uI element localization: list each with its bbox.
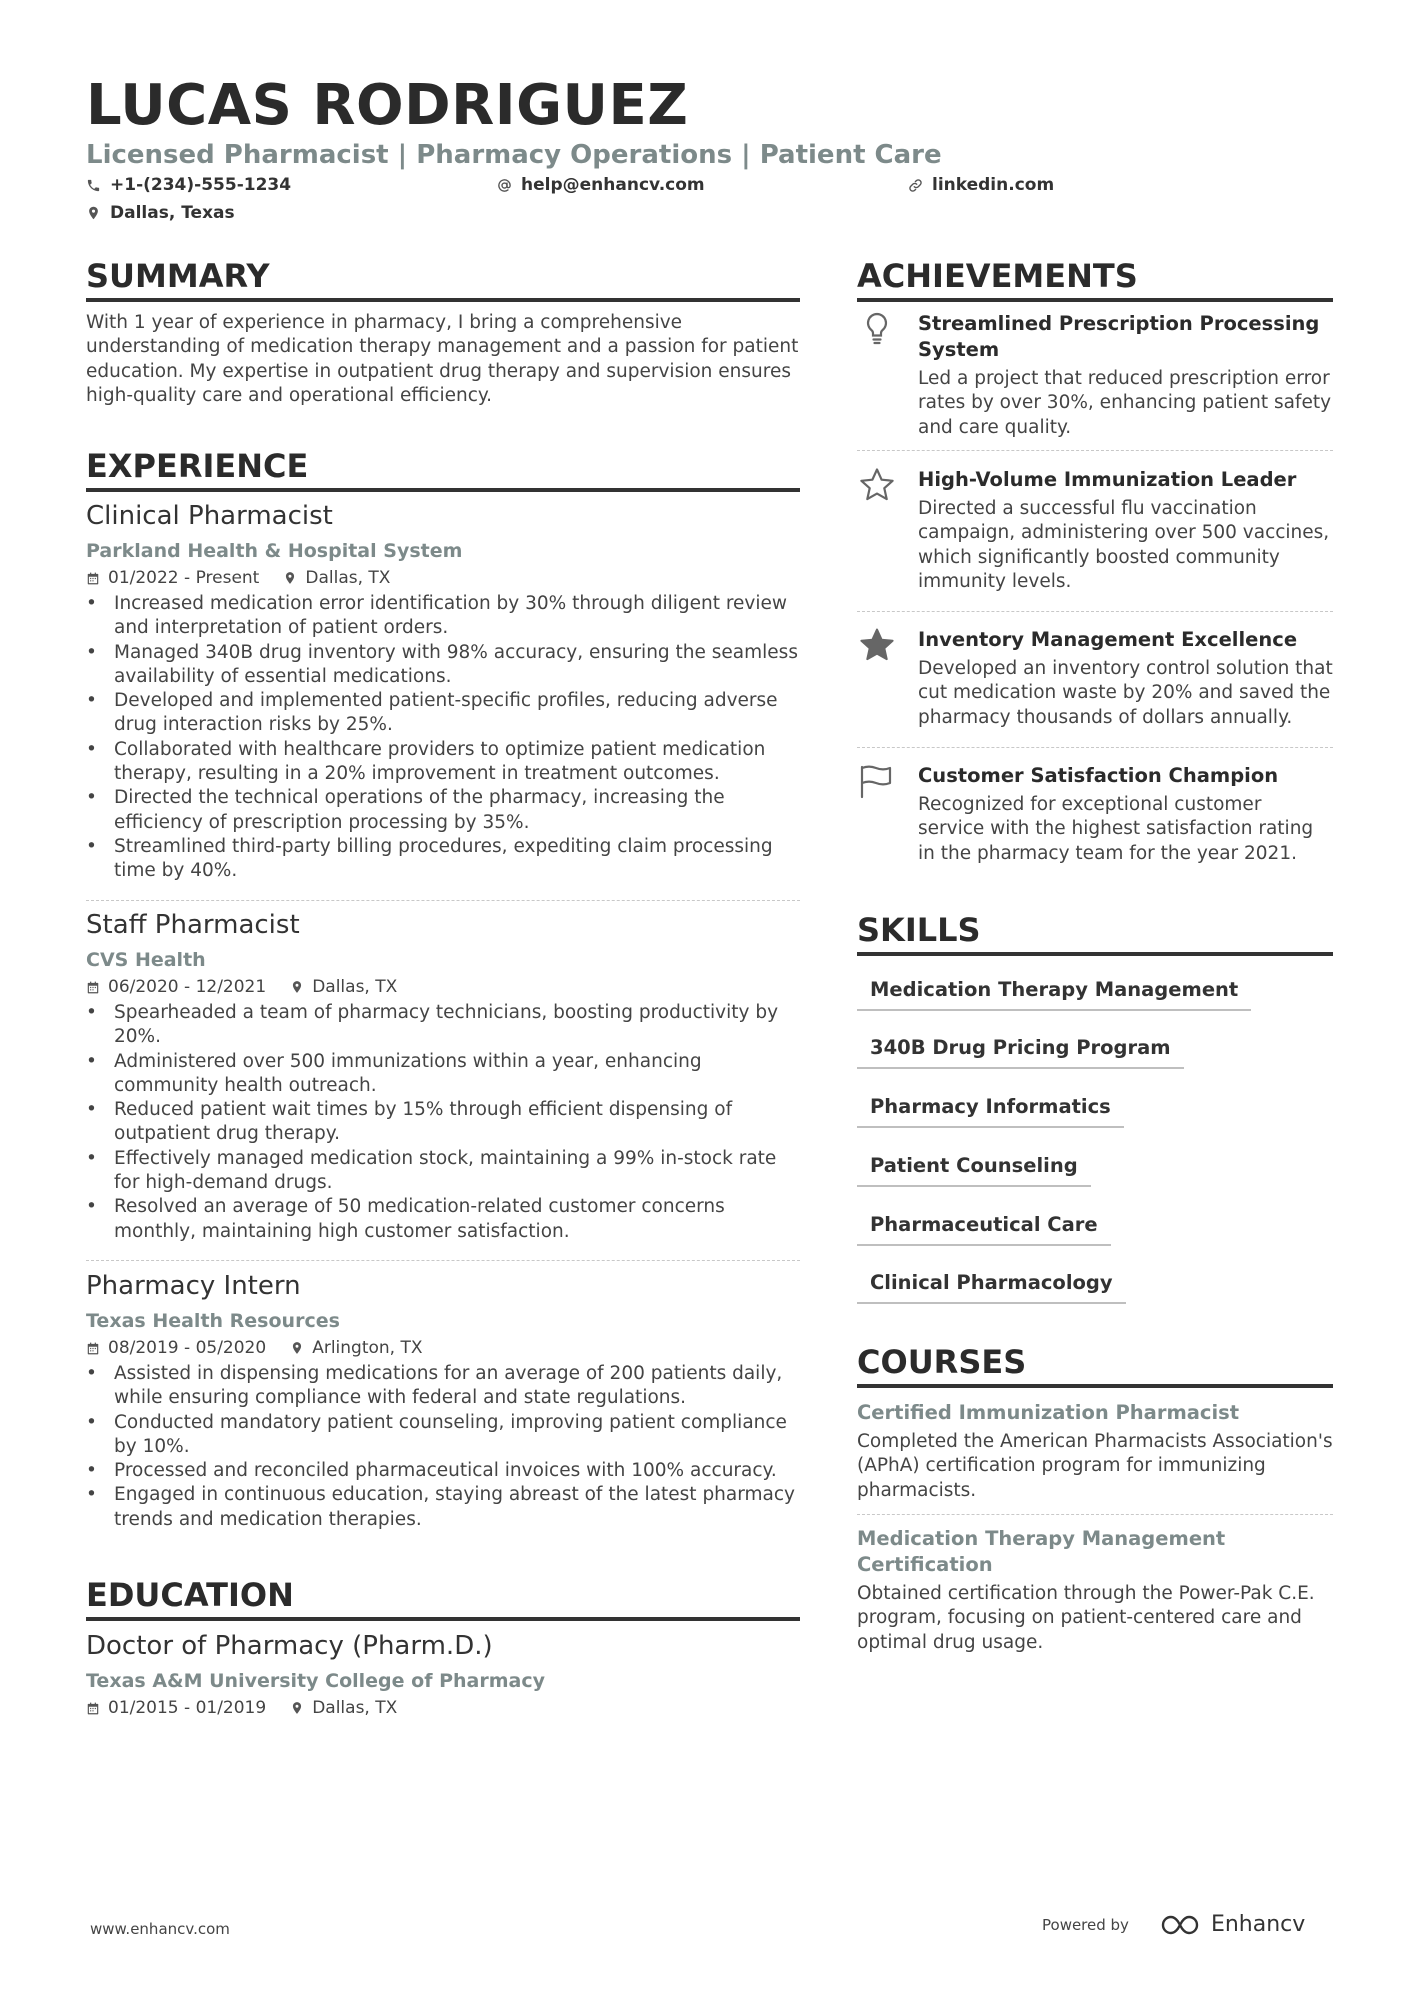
course-item [857, 1400, 1333, 1503]
course-description: Obtained certification through the Power-Pak C.E. program, focusing on patient-centered care and optimal drug usage. [857, 1583, 1315, 1653]
job-dates: 06/2020 - 12/2021 [108, 977, 267, 997]
job-location: Arlington, TX [312, 1338, 423, 1358]
at-icon [497, 178, 512, 193]
degree-title: Doctor of Pharmacy (Pharm.D.) [86, 1631, 493, 1661]
achievement-description: Developed an inventory control solution that cut medication waste by 20% and saved the pharmacy thousands of dollars annually. [918, 658, 1333, 728]
skill-tag: 340B Drug Pricing Program [857, 1035, 1184, 1069]
education-location: Dallas, TX [312, 1698, 398, 1718]
job-meta [86, 975, 800, 999]
skill-tag: Patient Counseling [857, 1153, 1091, 1187]
calendar-icon [86, 980, 100, 995]
skill-tag: Pharmacy Informatics [857, 1094, 1124, 1128]
bullet-item: • Collaborated with healthcare providers to optimize patient medication therapy, resulting in a 20% improvement in treatment outcomes. [86, 738, 800, 787]
bullet-item: • Processed and reconciled pharmaceutical invoices with 100% accuracy. [86, 1459, 800, 1483]
footer-website[interactable]: www.enhancv.com [90, 1920, 230, 1938]
phone-text: +1-(234)-555-1234 [110, 175, 292, 195]
location-pin-icon [290, 1700, 304, 1716]
powered-by-label: Powered by [1042, 1915, 1129, 1934]
linkedin-text: linkedin.com [932, 175, 1055, 195]
summary-text: With 1 year of experience in pharmacy, I bring a comprehensive understanding of medication therapy management and a passion for patient education. My expertise in outpatient drug therapy and supervision ensures high-quality care and operational efficiency. [86, 312, 799, 406]
job-title: Staff Pharmacist [86, 910, 300, 940]
skill-tag: Pharmaceutical Care [857, 1212, 1111, 1246]
achievement-title: Streamlined Prescription Processing System [918, 312, 1320, 361]
entry-divider [857, 450, 1333, 451]
achievement-item [857, 467, 1333, 594]
entry-divider [857, 611, 1333, 612]
star-half-icon [857, 627, 897, 663]
brand-name: Enhancv [1210, 1912, 1306, 1937]
bullet-item: • Spearheaded a team of pharmacy technicians, boosting productivity by 20%. [86, 1001, 800, 1050]
contact-phone[interactable] [86, 174, 291, 196]
company-name: Texas Health Resources [86, 1310, 340, 1332]
achievement-item [857, 627, 1333, 730]
achievement-description: Recognized for exceptional customer service with the highest satisfaction rating in the pharmacy team for the year 2021. [918, 794, 1314, 864]
job-bullets [86, 1362, 800, 1532]
course-item [857, 1526, 1333, 1655]
achievements-heading: ACHIEVEMENTS [857, 256, 1333, 302]
experience-heading: EXPERIENCE [86, 446, 800, 492]
calendar-icon [86, 1701, 100, 1716]
flag-icon [857, 763, 897, 799]
job-meta [86, 566, 800, 590]
phone-icon [86, 178, 101, 193]
company-name: Parkland Health & Hospital System [86, 540, 463, 562]
bullet-item: • Reduced patient wait times by 15% through efficient dispensing of outpatient drug therapy. [86, 1098, 800, 1147]
skill-tag: Clinical Pharmacology [857, 1270, 1126, 1304]
bullet-item: • Developed and implemented patient-specific profiles, reducing adverse drug interaction risks by 25%. [86, 689, 800, 738]
bullet-item: • Administered over 500 immunizations within a year, enhancing community health outreach. [86, 1050, 800, 1099]
bullet-item: • Effectively managed medication stock, maintaining a 99% in-stock rate for high-demand drugs. [86, 1147, 800, 1196]
achievement-item [857, 311, 1333, 440]
location-pin-icon [290, 979, 304, 995]
education-heading: EDUCATION [86, 1575, 800, 1621]
achievement-title: Customer Satisfaction Champion [918, 764, 1279, 787]
bullet-item: • Conducted mandatory patient counseling, improving patient compliance by 10%. [86, 1411, 800, 1460]
location-text: Dallas, Texas [110, 203, 235, 223]
job-meta [86, 1336, 800, 1360]
experience-entry [86, 909, 800, 1244]
skills-heading: SKILLS [857, 910, 1333, 956]
bullet-item: • Increased medication error identification by 30% through diligent review and interpretation of patient orders. [86, 592, 800, 641]
bullet-item: • Assisted in dispensing medications for an average of 200 patients daily, while ensuring compliance with federal and state regulations. [86, 1362, 800, 1411]
bullet-item: • Resolved an average of 50 medication-related customer concerns monthly, maintaining high customer satisfaction. [86, 1195, 800, 1244]
education-meta [86, 1696, 800, 1720]
achievement-item [857, 763, 1333, 866]
entry-divider [86, 900, 800, 901]
job-location: Dallas, TX [312, 977, 398, 997]
link-icon [908, 178, 923, 193]
bullet-item: • Managed 340B drug inventory with 98% accuracy, ensuring the seamless availability of essential medications. [86, 641, 800, 690]
school-name: Texas A&M University College of Pharmacy [86, 1670, 545, 1692]
job-title: Clinical Pharmacist [86, 501, 333, 531]
bullet-item: • Directed the technical operations of the pharmacy, increasing the efficiency of prescription processing by 35%. [86, 786, 800, 835]
candidate-name: LUCAS RODRIGUEZ [86, 73, 689, 138]
education-entry [86, 1630, 800, 1720]
job-bullets [86, 1001, 800, 1244]
job-dates: 08/2019 - 05/2020 [108, 1338, 267, 1358]
bullet-item: • Streamlined third-party billing procedures, expediting claim processing time by 40%. [86, 835, 800, 884]
skill-tag: Medication Therapy Management [857, 977, 1251, 1011]
experience-entry [86, 500, 800, 884]
bullet-item: • Engaged in continuous education, staying abreast of the latest pharmacy trends and medication therapies. [86, 1483, 800, 1532]
education-dates: 01/2015 - 01/2019 [108, 1698, 267, 1718]
course-description: Completed the American Pharmacists Association's (APhA) certification program for immunizing pharmacists. [857, 1431, 1333, 1501]
job-bullets [86, 592, 800, 884]
job-location: Dallas, TX [305, 568, 391, 588]
calendar-icon [86, 1341, 100, 1356]
enhancv-logo-icon [1157, 1913, 1203, 1937]
entry-divider [857, 1514, 1333, 1515]
achievement-description: Directed a successful flu vaccination campaign, administering over 500 vaccines, which significantly boosted community immunity levels. [918, 498, 1330, 592]
experience-entry [86, 1270, 800, 1532]
course-title: Certified Immunization Pharmacist [857, 1401, 1240, 1424]
email-text: help@enhancv.com [521, 175, 705, 195]
summary-heading: SUMMARY [86, 256, 800, 302]
location-pin-icon [86, 205, 101, 221]
achievement-title: High-Volume Immunization Leader [918, 468, 1297, 491]
job-title: Pharmacy Intern [86, 1271, 301, 1301]
location-pin-icon [290, 1340, 304, 1356]
achievement-description: Led a project that reduced prescription error rates by over 30%, enhancing patient safety and care quality. [918, 368, 1332, 438]
company-name: CVS Health [86, 949, 206, 971]
job-dates: 01/2022 - Present [108, 568, 260, 588]
candidate-tagline: Licensed Pharmacist | Pharmacy Operations | Patient Care [86, 140, 942, 170]
entry-divider [86, 1260, 800, 1261]
calendar-icon [86, 571, 100, 586]
achievement-title: Inventory Management Excellence [918, 628, 1298, 651]
contact-linkedin[interactable] [908, 174, 1054, 196]
course-title: Medication Therapy Management Certification [857, 1527, 1226, 1576]
courses-heading: COURSES [857, 1342, 1333, 1388]
contact-email[interactable] [497, 174, 705, 196]
star-outline-icon [857, 467, 897, 503]
contact-location [86, 202, 235, 224]
footer-branding [1042, 1912, 1305, 1937]
brand-logo[interactable] [1157, 1912, 1305, 1937]
entry-divider [857, 747, 1333, 748]
lightbulb-icon [857, 311, 897, 347]
location-pin-icon [283, 570, 297, 586]
